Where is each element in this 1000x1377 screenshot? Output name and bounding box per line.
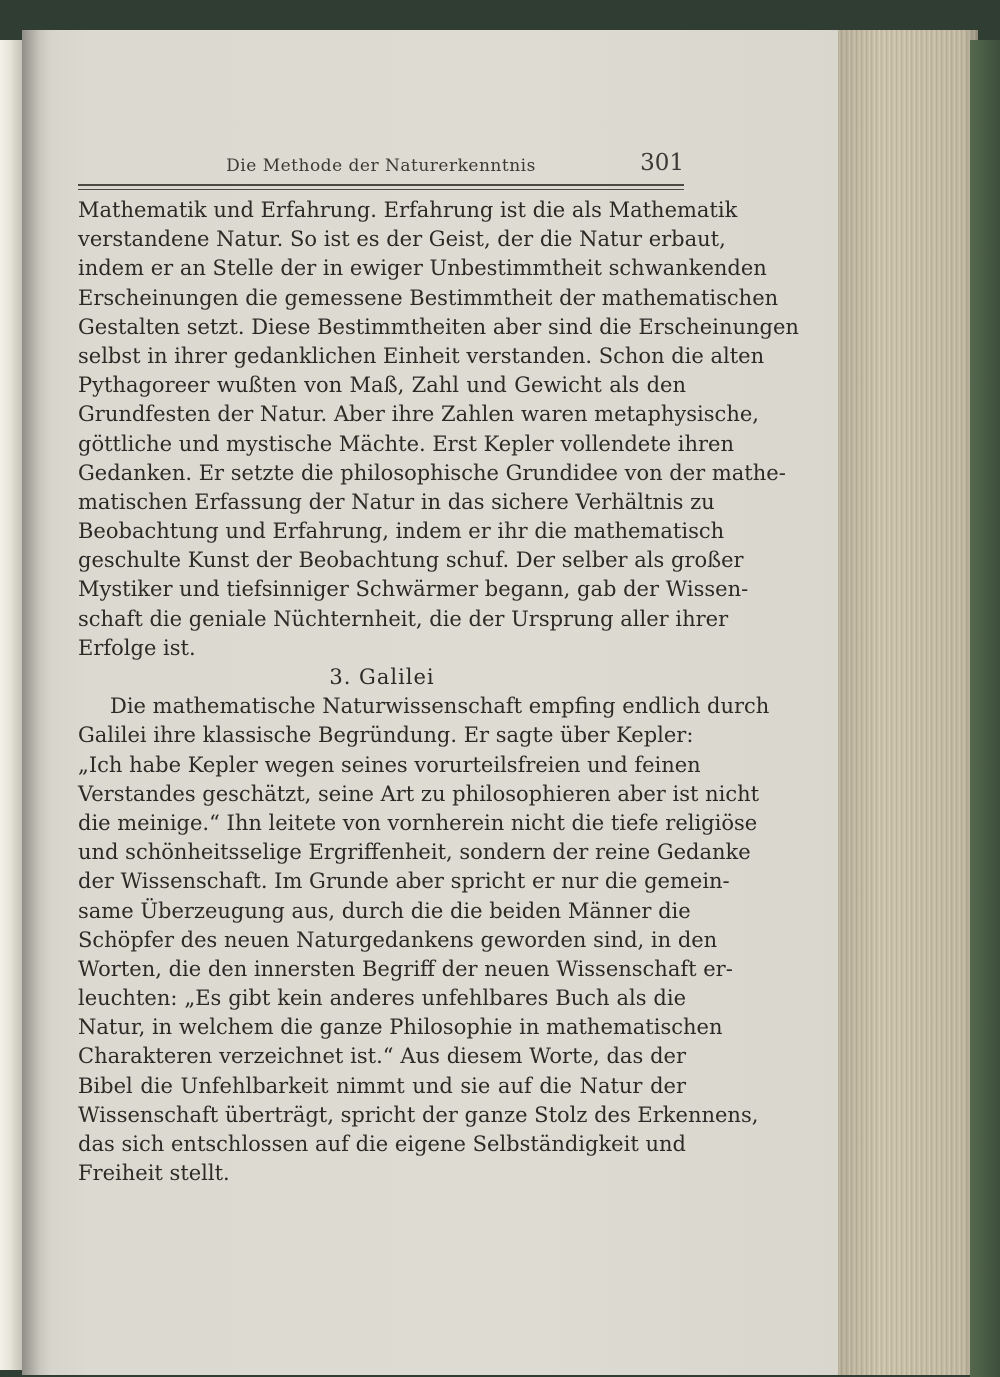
text-line: Schöpfer des neuen Naturgedankens geworden sind, in den: [78, 927, 718, 952]
text-line: die meinige.“ Ihn leitete von vornherein nicht die tiefe religiöse: [78, 810, 758, 835]
text-line: „Ich habe Kepler wegen seines vorurteilsfreien und feinen: [78, 752, 701, 777]
text-line: Mathematik und Erfahrung. Erfahrung ist die als Mathematik: [78, 198, 738, 222]
section-heading: 3. Galilei: [329, 665, 435, 689]
running-head: [78, 150, 684, 186]
text-line: Erscheinungen die gemessene Bestimmtheit der mathematischen: [78, 285, 779, 310]
book-cover-edge: [970, 40, 1000, 1377]
body-text: [78, 196, 799, 1188]
text-line: verstandene Natur. So ist es der Geist, der die Natur erbaut,: [78, 227, 726, 252]
text-line: Gestalten setzt. Diese Bestimmtheiten aber sind die Erscheinungen: [78, 314, 799, 339]
text-line: leuchten: „Es gibt kein anderes unfehlbares Buch als die: [78, 986, 686, 1011]
text-line: Wissenschaft überträgt, spricht der ganze Stolz des Erkennens,: [78, 1102, 759, 1127]
text-line: Gedanken. Er setzte die philosophische Grundidee von der mathe-: [78, 460, 786, 485]
text-line: indem er an Stelle der in ewiger Unbestimmtheit schwankenden: [78, 256, 767, 281]
running-title: Die Methode der Naturerkenntnis: [226, 156, 536, 176]
page-stack-edge: [838, 30, 978, 1375]
text-line: selbst in ihrer gedanklichen Einheit verstanden. Schon die alten: [78, 343, 765, 368]
header-rule-thin: [78, 189, 684, 190]
paragraph-2: [78, 692, 770, 1188]
text-line: Die mathematische Naturwissenschaft empfing endlich durch: [110, 694, 770, 719]
text-line: Galilei ihre klassische Begründung. Er sagte über Kepler:: [78, 723, 694, 748]
left-page-edge: [0, 40, 24, 1370]
text-line: Beobachtung und Erfahrung, indem er ihr die mathematisch: [78, 519, 725, 544]
text-line: same Überzeugung aus, durch die die beiden Männer die: [78, 898, 691, 923]
text-line: schaft die geniale Nüchternheit, die der Ursprung aller ihrer: [78, 606, 729, 631]
paragraph-1: [78, 196, 799, 663]
text-line: Mystiker und tiefsinniger Schwärmer begann, gab der Wissen-: [78, 577, 749, 602]
text-line: Bibel die Unfehlbarkeit nimmt und sie auf die Natur der: [78, 1073, 686, 1098]
text-line: Charakteren verzeichnet ist.“ Aus diesem Worte, das der: [78, 1044, 686, 1069]
text-line: Pythagoreer wußten von Maß, Zahl und Gewicht als den: [78, 373, 686, 398]
text-line: Natur, in welchem die ganze Philosophie in mathematischen: [78, 1015, 723, 1040]
text-line: Verstandes geschätzt, seine Art zu philosophieren aber ist nicht: [78, 781, 760, 806]
book-gutter: [22, 30, 52, 1375]
text-line: Grundfesten der Natur. Aber ihre Zahlen waren metaphysische,: [78, 402, 759, 427]
text-line: das sich entschlossen auf die eigene Selbständigkeit und: [78, 1132, 686, 1156]
text-line: Freiheit stellt.: [78, 1161, 230, 1186]
text-line: und schönheitsselige Ergriffenheit, sondern der reine Gedanke: [78, 840, 751, 865]
header-rule-thick: [78, 184, 684, 186]
text-line: der Wissenschaft. Im Grunde aber spricht er nur die gemein-: [78, 869, 730, 894]
text-line: göttliche und mystische Mächte. Erst Kepler vollendete ihren: [78, 431, 735, 456]
text-line: Erfolge ist.: [78, 635, 196, 660]
page-number: 301: [640, 150, 684, 176]
text-line: Worten, die den innersten Begriff der neuen Wissenschaft er-: [78, 956, 733, 981]
text-line: matischen Erfassung der Natur in das sichere Verhältnis zu: [78, 489, 715, 514]
text-line: geschulte Kunst der Beobachtung schuf. Der selber als großer: [78, 548, 744, 573]
